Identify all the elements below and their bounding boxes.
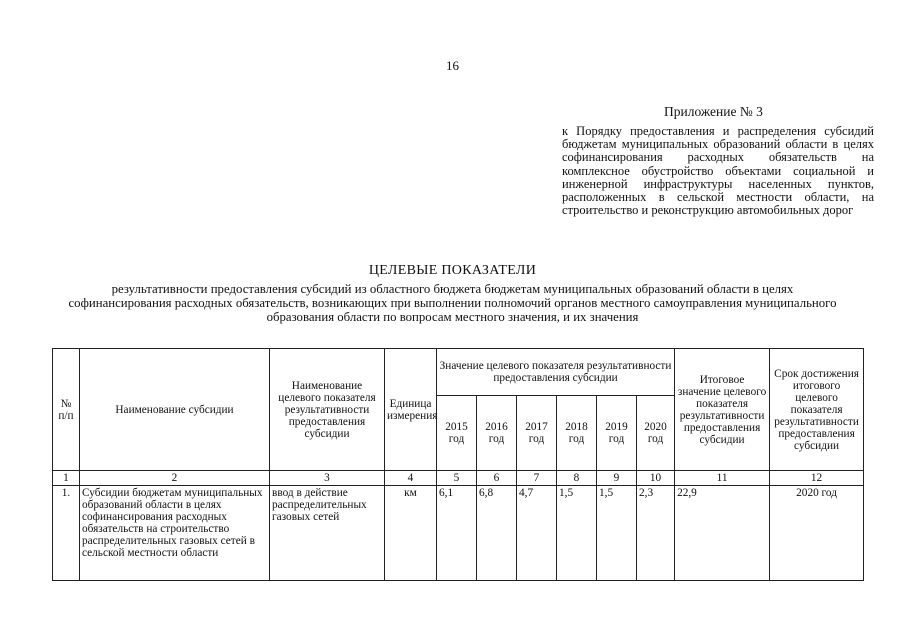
header-value-group: Значение целевого показателя результативности предоставления субсидии (437, 349, 675, 396)
row-value-2019: 1,5 (597, 486, 637, 581)
table-header-row (53, 349, 864, 396)
document-subtitle: результативности предоставления субсидий из областного бюджета бюджетам муниципальных образований области в целях софинансирования расходных обязательств, возникающих при выполнении полномочий органов местного самоуправления муниципального образования области по вопросам местного значения, и их значения (68, 282, 837, 324)
header-unit: Единица измерения (385, 349, 437, 471)
column-number: 11 (675, 471, 770, 486)
row-indicator-name: ввод в действие распределительных газовых сетей (270, 486, 385, 581)
column-number: 9 (597, 471, 637, 486)
row-value-2016: 6,8 (477, 486, 517, 581)
header-year: 2017 год (517, 396, 557, 471)
header-year: 2020 год (637, 396, 675, 471)
column-number: 8 (557, 471, 597, 486)
header-year: 2018 год (557, 396, 597, 471)
appendix-text: к Порядку предоставления и распределения субсидий бюджетам муниципальных образований области в целях софинансирования расходных обязательств на комплексное обустройство объектами социальной и инженерной инфраструктуры населенных пунктов, расположенных в сельской местности области, на строительство и реконструкцию автомобильных дорог (562, 124, 874, 218)
column-number: 6 (477, 471, 517, 486)
row-num: 1. (53, 486, 80, 581)
row-final-value: 22,9 (675, 486, 770, 581)
header-indicator-name: Наименование целевого показателя результативности предоставления субсидии (270, 349, 385, 471)
row-value-2015: 6,1 (437, 486, 477, 581)
document-title: ЦЕЛЕВЫЕ ПОКАЗАТЕЛИ (368, 263, 537, 278)
row-subsidy-name: Субсидии бюджетам муниципальных образований области в целях софинансирования расходных обязательств на строительство распределительных газовых сетей в сельской местности области (80, 486, 270, 581)
header-year: 2016 год (477, 396, 517, 471)
column-number: 10 (637, 471, 675, 486)
header-subsidy-name: Наименование субсидии (80, 349, 270, 471)
table-row (53, 486, 864, 581)
header-final-value: Итоговое значение целевого показателя результативности предоставления субсидии (675, 349, 770, 471)
column-number: 4 (385, 471, 437, 486)
targets-table (52, 348, 864, 581)
column-number: 3 (270, 471, 385, 486)
column-number-row (53, 471, 864, 486)
column-number: 5 (437, 471, 477, 486)
row-unit: км (385, 486, 437, 581)
header-deadline: Срок достижения итогового целевого показателя результативности предоставления субсидии (770, 349, 864, 471)
header-year: 2015 год (437, 396, 477, 471)
row-value-2018: 1,5 (557, 486, 597, 581)
column-number: 2 (80, 471, 270, 486)
page-number: 16 (446, 58, 459, 73)
column-number: 1 (53, 471, 80, 486)
column-number: 7 (517, 471, 557, 486)
appendix-title: Приложение № 3 (664, 104, 763, 119)
row-value-2017: 4,7 (517, 486, 557, 581)
row-value-2020: 2,3 (637, 486, 675, 581)
header-num: № п/п (53, 349, 80, 471)
column-number: 12 (770, 471, 864, 486)
row-deadline: 2020 год (770, 486, 864, 581)
header-year: 2019 год (597, 396, 637, 471)
